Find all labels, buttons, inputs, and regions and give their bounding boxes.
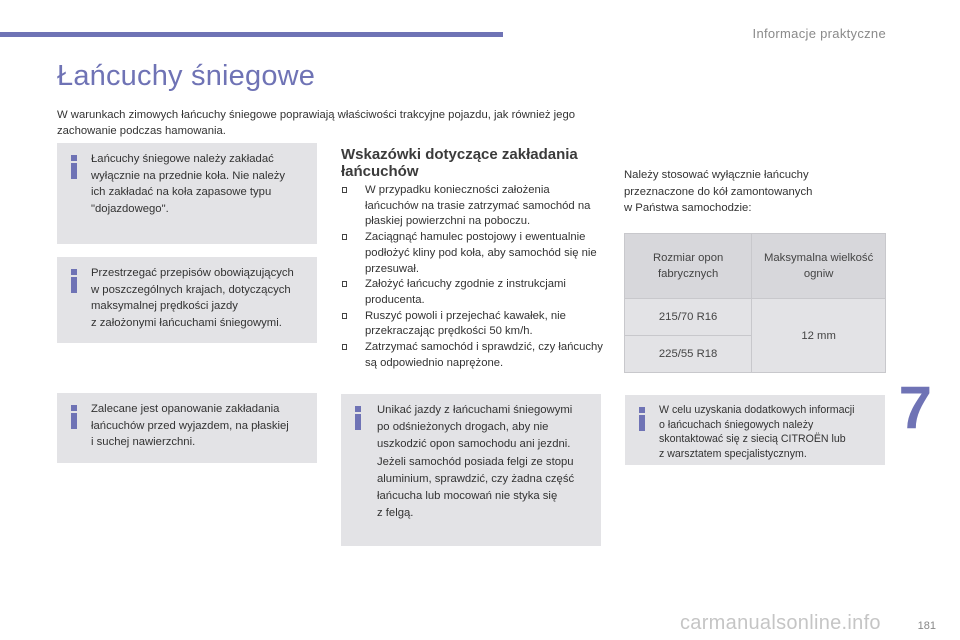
- page-number: 181: [917, 620, 936, 632]
- info-box-text: W celu uzyskania dodatkowych informacji o łańcuchach śniegowych należy skontaktować się z siecią CITROËN lub z warsztatem specjalistycznym.: [659, 404, 855, 460]
- info-box-front-wheels: [57, 143, 317, 244]
- intro-paragraph: W warunkach zimowych łańcuchy śniegowe poprawiają właściwości trakcyjne pojazdu, jak również jego zachowanie podczas hamowania.: [57, 109, 576, 137]
- info-box-text: Zalecane jest opanowanie zakładania łańcuchów przed wyjazdem, na płaskiej i suchej nawierzchni.: [91, 403, 289, 448]
- section-title: Informacje praktyczne: [752, 26, 886, 41]
- step-text: Zatrzymać samochód i sprawdzić, czy łańcuchy są odpowiednio naprężone.: [365, 341, 603, 369]
- page-title: Łańcuchy śniegowe: [57, 60, 316, 92]
- step-text: Założyć łańcuchy zgodnie z instrukcjami producenta.: [365, 278, 566, 306]
- list-item: [341, 277, 606, 308]
- square-bullet-icon: [342, 313, 347, 319]
- info-icon: [70, 269, 78, 293]
- step-text: Zaciągnąć hamulec postojowy i ewentualnie podłożyć kliny pod koła, aby samochód się nie przesuwał.: [365, 231, 597, 275]
- info-box-text: Przestrzegać przepisów obowiązujących w poszczególnych krajach, dotyczących maksymalnej prędkości jazdy z założonymi łańcuchami śniegowymi.: [91, 267, 294, 329]
- list-item: [341, 309, 606, 340]
- info-box-text: Łańcuchy śniegowe należy zakładać wyłącznie na przednie koła. Nie należy ich zakładać na koła zapasowe typu "dojazdowego".: [91, 153, 286, 215]
- chain-size-table: [624, 233, 886, 373]
- tire-size-cell: 225/55 R18: [625, 336, 752, 373]
- table-row: [625, 299, 886, 336]
- square-bullet-icon: [342, 281, 347, 287]
- square-bullet-icon: [342, 344, 347, 350]
- instructions-heading: Wskazówki dotyczące zakładania łańcuchów: [341, 146, 578, 180]
- info-box-practice: [57, 393, 317, 463]
- info-box-text: Unikać jazdy z łańcuchami śniegowymi po odśnieżonych drogach, aby nie uszkodzić opon samochodu ani jezdni. Jeżeli samochód posiada felgi ze stopu aluminium, sprawdzić, czy żadna część łańcucha lub mocowań nie styka się z felgą.: [377, 404, 575, 520]
- info-icon: [638, 407, 646, 431]
- tire-size-cell: 215/70 R16: [625, 299, 752, 336]
- list-item: [341, 230, 606, 277]
- step-text: Ruszyć powoli i przejechać kawałek, nie przekraczając prędkości 50 km/h.: [365, 309, 566, 338]
- list-item: [341, 340, 606, 371]
- list-item: [341, 183, 606, 230]
- table-header-row: [625, 234, 886, 299]
- chapter-number: 7: [898, 374, 932, 441]
- step-text: W przypadku konieczności założenia łańcuchów na trasie zatrzymać samochód na płaskiej powierzchni na poboczu.: [365, 184, 591, 228]
- max-link-cell: 12 mm: [752, 299, 886, 373]
- header-accent-bar: [0, 32, 503, 37]
- column-header: Maksymalna wielkość ogniw: [752, 234, 886, 299]
- square-bullet-icon: [342, 187, 347, 193]
- info-box-avoid-clear-roads: [341, 394, 601, 546]
- instructions-list: [341, 183, 606, 371]
- chain-size-note: Należy stosować wyłącznie łańcuchy przeznaczone do kół zamontowanych w Państwa samochodzie:: [624, 169, 813, 214]
- watermark: carmanualsonline.info: [680, 612, 881, 634]
- square-bullet-icon: [342, 234, 347, 240]
- info-icon: [70, 405, 78, 429]
- info-box-regulations: [57, 257, 317, 343]
- info-icon: [70, 155, 78, 179]
- column-header: Rozmiar opon fabrycznych: [625, 234, 752, 299]
- info-icon: [354, 406, 362, 430]
- info-box-citroen-network: [625, 395, 885, 465]
